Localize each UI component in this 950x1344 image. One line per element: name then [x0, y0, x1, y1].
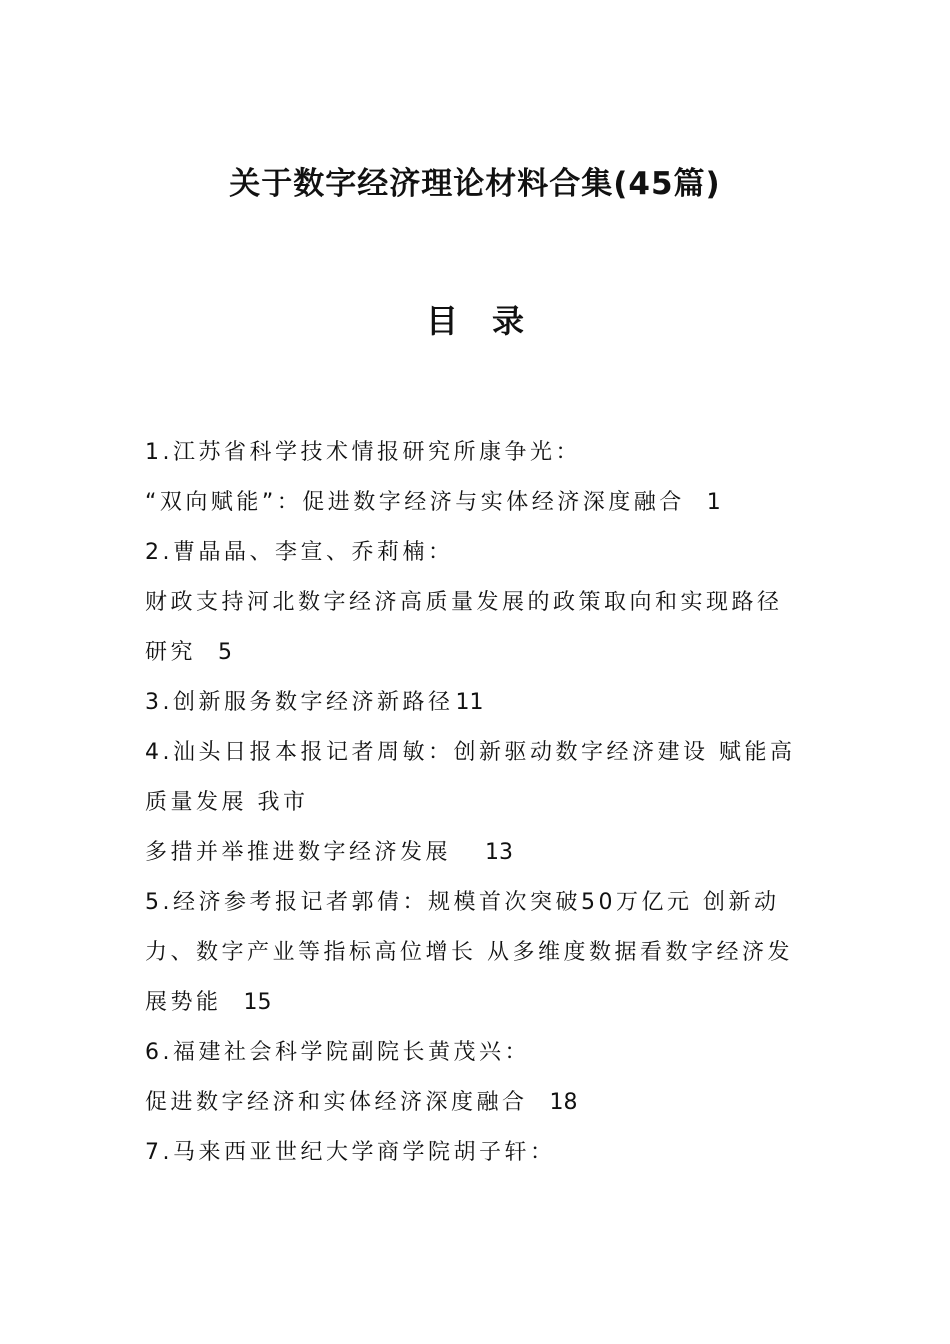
- toc-entry-1-title: [145, 478, 810, 528]
- toc-heading: [0, 296, 950, 342]
- toc-page-number: 11: [455, 690, 484, 715]
- toc-page-number: 15: [243, 990, 272, 1015]
- toc-entry-5: [145, 878, 810, 928]
- toc-text: 研究: [145, 640, 197, 665]
- toc-entry-4-cont: [145, 778, 810, 828]
- toc-entry-5-end: [145, 978, 810, 1028]
- toc-text: 1.江苏省科学技术情报研究所康争光：: [145, 440, 581, 465]
- toc-text: 财政支持河北数字经济高质量发展的政策取向和实现路径: [145, 590, 783, 615]
- toc-entry-4: [145, 728, 810, 778]
- toc-heading-char: 目: [425, 302, 492, 340]
- toc-entry-6-title: [145, 1078, 810, 1128]
- toc-text: 促进数字经济和实体经济深度融合: [145, 1090, 528, 1115]
- toc-entry-3: [145, 678, 810, 728]
- table-of-contents: [145, 428, 810, 1178]
- toc-text: 2.曹晶晶、李宣、乔莉楠：: [145, 540, 454, 565]
- document-title: 关于数字经济理论材料合集(45篇): [229, 166, 721, 202]
- toc-text: 5.经济参考报记者郭倩：规模首次突破50万亿元 创新动: [145, 890, 780, 915]
- toc-entry-4-title: [145, 828, 810, 878]
- toc-text: 3.创新服务数字经济新路径: [145, 690, 454, 715]
- toc-entry-2-author: [145, 528, 810, 578]
- toc-entry-7-author: [145, 1128, 810, 1178]
- toc-text: 多措并举推进数字经济发展: [145, 840, 452, 865]
- toc-heading-char: 录: [492, 302, 559, 340]
- toc-text: “双向赋能”：促进数字经济与实体经济深度融合: [145, 490, 685, 515]
- toc-text: 力、数字产业等指标高位增长 从多维度数据看数字经济发: [145, 940, 793, 965]
- toc-text: 质量发展 我市: [145, 790, 309, 815]
- toc-entry-1-author: [145, 428, 810, 478]
- toc-page-number: 13: [485, 840, 514, 865]
- toc-entry-2-title-cont: [145, 628, 810, 678]
- toc-entry-5-cont: [145, 928, 810, 978]
- toc-text: 4.汕头日报本报记者周敏：创新驱动数字经济建设 赋能高: [145, 740, 796, 765]
- toc-page-number: 1: [706, 490, 721, 515]
- toc-page-number: 5: [218, 640, 233, 665]
- toc-text: 7.马来西亚世纪大学商学院胡子轩：: [145, 1140, 556, 1165]
- toc-page-number: 18: [549, 1090, 578, 1115]
- toc-text: 6.福建社会科学院副院长黄茂兴：: [145, 1040, 530, 1065]
- toc-entry-2-title: [145, 578, 810, 628]
- toc-entry-6-author: [145, 1028, 810, 1078]
- toc-text: 展势能: [145, 990, 222, 1015]
